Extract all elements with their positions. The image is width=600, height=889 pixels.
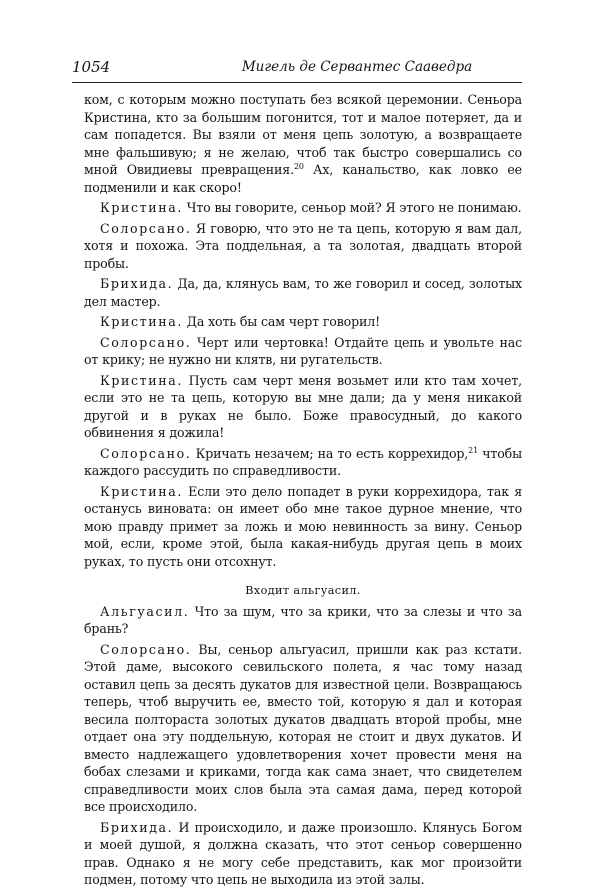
- dialogue-line: Кристина. Пусть сам черт меня возьмет или кто там хочет, если это не та цепь, которую вы мне дали; да у меня никакой другой и в руках не было. Боже правосудный, до какого обвинения я дожила!: [84, 372, 522, 440]
- paragraph-continuation: ком, с которым можно поступать без всякой церемонии. Сеньора Кристина, кто за большим погонится, тот и малое потеряет, да и сам попадется. Вы взяли от меня цепь золотую, а возвращаете мне фальшивую; я не желаю, чтоб так быстро совершались со мной Овидиевы превращения.$^{20}$ Ах, канальство, как ловко ее подменили и как скоро!: [84, 92, 522, 195]
- speaker-name: Кристина.: [100, 314, 183, 329]
- page-number: 1054: [72, 58, 111, 76]
- footnote-ref: 20: [293, 161, 304, 171]
- stage-direction: Входит альгуасил.: [245, 584, 361, 597]
- speaker-name: Солорсано.: [100, 641, 192, 657]
- running-head: Мигель де Сервантес Сааведра: [241, 59, 473, 75]
- speaker-name: Кристина.: [100, 372, 183, 388]
- speaker-name: Брихида.: [100, 819, 174, 835]
- dialogue-line: Солорсано. Вы, сеньор альгуасил, пришли как раз кстати. Этой даме, высокого севильского полета, я час тому назад оставил цепь за десять дукатов для известной цели. Возвращаюсь теперь, чтоб выручить ее, вместо той, которую я дал и которая весила полтораста золотых дукатов двадцать второй пробы, мне отдает она эту поддельную, которая не стоит и двух дукатов. И вместо надлежащего удовлетворения хочет провести меня на бобах слезами и криками, тогда как сама знает, что свидетелем справедливости моих слов была эта самая дама, перед которой все происходило.: [84, 641, 522, 814]
- dialogue-line: Альгуасил. Что за шум, что за крики, что за слезы и что за брань?: [84, 603, 522, 636]
- speaker-name: Солорсано.: [100, 334, 192, 350]
- dialogue-line: Кристина. Если это дело попадет в руки коррехидора, так я останусь виновата: он имеет обо мне такое дурное мнение, что мою правду примет за ложь и мою невинность за вину. Сеньор мой, если, кроме этой, была какая-нибудь другая цепь в моих руках, то пусть они отсохнут.: [84, 483, 522, 569]
- footnote-ref: 21: [468, 445, 479, 455]
- speaker-name: Солорсано.: [100, 220, 192, 236]
- page-header: [72, 58, 522, 83]
- dialogue-line: Солорсано. Я говорю, что это не та цепь, которую я вам дал, хотя и похожа. Эта поддельная, а та золотая, двадцать второй пробы.: [84, 220, 522, 271]
- dialogue-line: Кристина. Да хоть бы сам черт говорил!: [100, 314, 380, 329]
- speaker-name: Солорсано.: [100, 445, 192, 461]
- text-body: [84, 91, 522, 889]
- speaker-name: Альгуасил.: [100, 603, 190, 619]
- speaker-name: Кристина.: [100, 200, 183, 215]
- dialogue-line: Брихида. Да, да, клянусь вам, то же говорил и сосед, золотых дел мастер.: [84, 276, 522, 309]
- speaker-name: Кристина.: [100, 483, 183, 499]
- dialogue-line: Солорсано. Черт или чертовка! Отдайте цепь и увольте нас от крику; не нужно ни клятв, ни ругательств.: [84, 334, 522, 367]
- dialogue-line: Брихида. И происходило, и даже произошло. Клянусь Богом и моей душой, я должна сказать, что этот сеньор совершенно прав. Однако я не могу себе представить, как мог произойти подмен, потому что цепь не выходила из этой залы.: [84, 819, 522, 887]
- dialogue-line: Кристина. Что вы говорите, сеньор мой? Я этого не понимаю.: [100, 200, 522, 215]
- dialogue-line: Солорсано. Кричать незачем; на то есть коррехидор,$^{21}$ чтобы каждого рассудить по справедливости.: [84, 445, 522, 478]
- speaker-name: Брихида.: [100, 276, 174, 291]
